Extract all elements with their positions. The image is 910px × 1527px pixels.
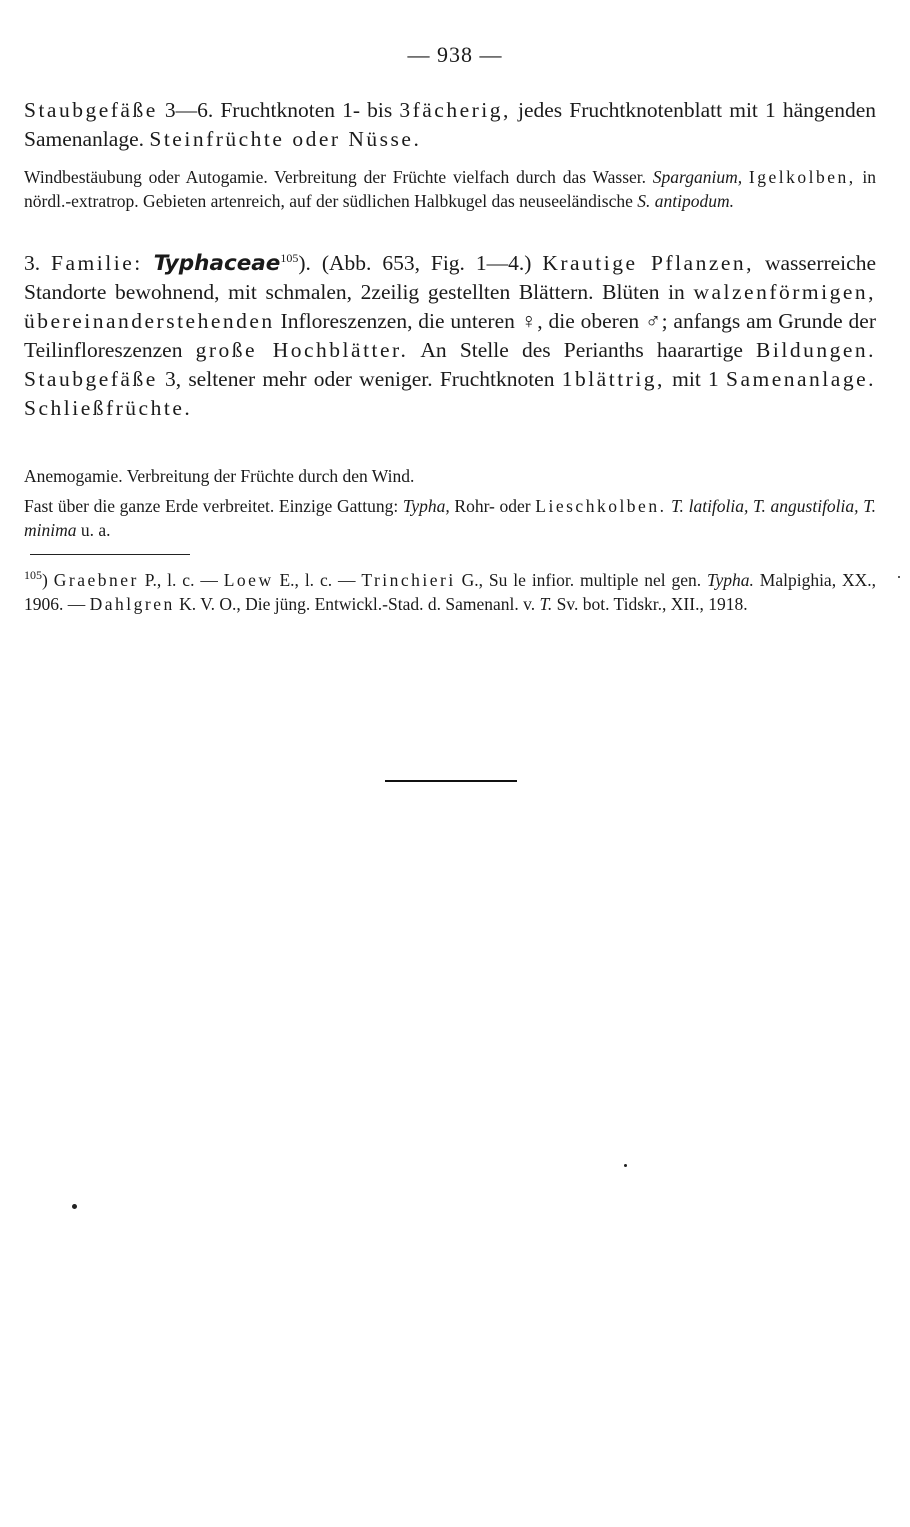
text-run: An Stelle des Perianths haarartige [408, 338, 757, 362]
spaced-term: walzenförmigen, übereinanderstehenden [24, 280, 876, 333]
author-name: Graebner [53, 570, 139, 590]
species-name: S. antipodum. [637, 191, 734, 211]
author-name: Loew [223, 570, 274, 590]
spaced-term: Staubgefäße [24, 98, 158, 122]
spaced-term: Familie: [51, 251, 143, 275]
text-run: Rohr- oder [449, 496, 536, 516]
spaced-term: Igelkolben, [748, 167, 856, 187]
spaced-term: 1blättrig, [561, 367, 665, 391]
text-run: Sv. bot. Tidskr., XII., 1918. [552, 594, 748, 614]
footnote-number: 105 [24, 568, 42, 583]
text-run: 3, seltener mehr oder weniger. Fruchtknoten [157, 367, 562, 391]
family-name: Typhaceae [153, 251, 281, 276]
text-run: G., Su le infior. multiple nel gen. [455, 570, 708, 590]
text-run: mit 1 [664, 367, 726, 391]
text-run: P., l. c. — [138, 570, 224, 590]
spaced-term: Bildungen. Staubgefäße [24, 338, 876, 391]
text-run [143, 251, 154, 275]
text-run: Anemogamie. Verbreitung der Früchte durch den Wind. [24, 466, 415, 486]
page-number: — 938 — [407, 42, 503, 67]
spaced-term: große Hochblätter. [195, 338, 409, 362]
end-of-section-rule [385, 780, 517, 782]
scan-speck [624, 1164, 627, 1167]
paragraph-anemogamy-note [24, 464, 876, 488]
genus-name: Typha. [707, 570, 754, 590]
scan-speck [72, 1204, 77, 1209]
scan-speck [898, 576, 900, 578]
text-run: 3—6. Fruchtknoten 1- bis [157, 98, 400, 122]
text-run: ) [42, 570, 54, 590]
paragraph-distribution-note [24, 494, 876, 542]
text-run: u. a. [76, 520, 111, 540]
paragraph-pollination-note [24, 165, 876, 213]
genus-name: Typha, [402, 496, 450, 516]
spaced-term: 3fächerig, [399, 98, 511, 122]
spaced-term: Lieschkolben. [535, 496, 667, 516]
author-name: Trinchieri [361, 570, 456, 590]
footnote-ref: 105 [280, 250, 299, 265]
text-run: in nördl.-extratrop. Gebieten artenreich, auf der südlichen Halbkugel das neuseeländische [24, 167, 877, 211]
genus-abbrev: T. [539, 594, 553, 614]
spaced-term: Krautige Pflanzen, [542, 251, 755, 275]
text-run: 3. [24, 251, 52, 275]
paragraph-typhaceae-description [24, 249, 876, 423]
footnote-separator [30, 554, 190, 555]
text-run: wasserreiche Standorte bewohnend, mit schmalen, 2zeilig gestellten Blättern. Blüten in [24, 251, 876, 304]
text-run: K. V. O., Die jüng. Entwickl.-Stad. d. Samenanl. v. [174, 594, 540, 614]
text-run [742, 167, 749, 187]
spaced-term: Steinfrüchte oder Nüsse. [149, 127, 422, 151]
species-list: T. latifolia, T. angustifolia, T. minima [24, 496, 876, 540]
text-run: Windbestäubung oder Autogamie. Verbreitung der Früchte vielfach durch das Wasser. [24, 167, 653, 187]
text-run: ). (Abb. 653, Fig. 1—4.) [298, 251, 543, 275]
genus-name: Sparganium, [652, 167, 743, 187]
paragraph-ovary-description [24, 96, 876, 154]
text-run: Malpighia, XX., 1906. — [24, 570, 876, 614]
spaced-term: Samenanlage. Schließfrüchte. [24, 367, 876, 420]
text-run: jedes Fruchtknotenblatt mit 1 hängenden Samenanlage. [24, 98, 876, 151]
footnote-105 [24, 568, 876, 616]
author-name: Dahlgren [89, 594, 175, 614]
text-run: E., l. c. — [273, 570, 362, 590]
text-run: Fast über die ganze Erde verbreitet. Einzige Gattung: [24, 496, 403, 516]
text-run: Infloreszenzen, die unteren ♀, die oberen ♂; anfangs am Grunde der Teilinfloreszenzen [24, 309, 876, 362]
